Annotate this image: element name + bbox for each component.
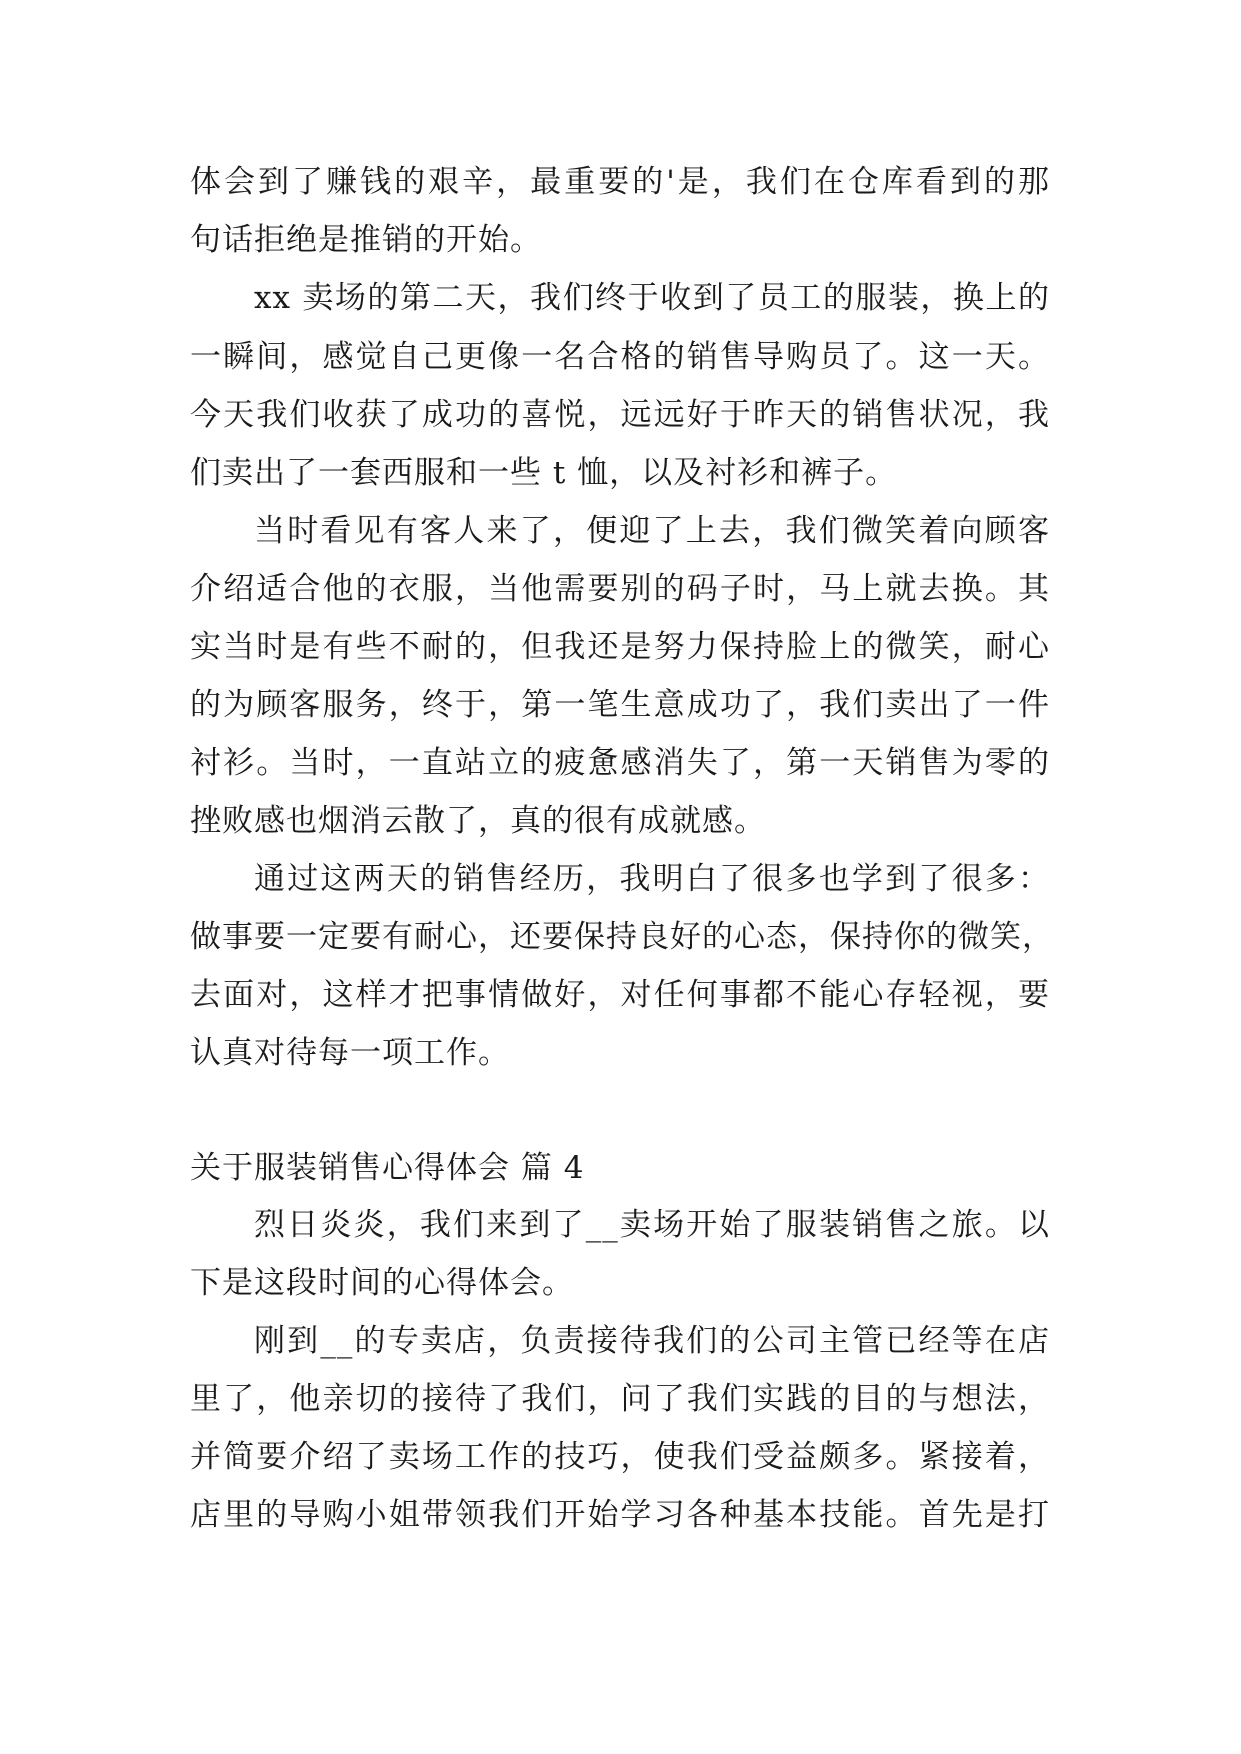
text-line: 做事要一定要有耐心，还要保持良好的心态，保持你的微笑， xyxy=(190,919,1054,955)
text-line: 通过这两天的销售经历，我明白了很多也学到了很多： xyxy=(254,861,1050,897)
text-line: 的为顾客服务，终于，第一笔生意成功了，我们卖出了一件 xyxy=(190,687,1050,723)
text-line: 实当时是有些不耐的，但我还是努力保持脸上的微笑，耐心 xyxy=(190,629,1050,665)
text-line: 当时看见有客人来了，便迎了上去，我们微笑着向顾客 xyxy=(254,513,1050,549)
text-line: 里了，他亲切的接待了我们，问了我们实践的目的与想法， xyxy=(190,1381,1050,1417)
text-line: 介绍适合他的衣服，当他需要别的码子时，马上就去换。其 xyxy=(190,571,1050,607)
text-line: 挫败感也烟消云散了，真的很有成就感。 xyxy=(190,803,766,839)
text-line: xx 卖场的第二天，我们终于收到了员工的服装，换上的 xyxy=(254,280,1050,316)
text-line: 衬衫。当时，一直站立的疲惫感消失了，第一天销售为零的 xyxy=(190,745,1050,781)
text-line: 去面对，这样才把事情做好，对任何事都不能心存轻视，要 xyxy=(190,977,1050,1013)
text-line: 句话拒绝是推销的开始。 xyxy=(190,222,542,258)
text-line: 一瞬间，感觉自己更像一名合格的销售导购员了。这一天。 xyxy=(190,339,1050,375)
text-line: 并简要介绍了卖场工作的技巧，使我们受益颇多。紧接着， xyxy=(190,1439,1050,1475)
text-line: 刚到__的专卖店，负责接待我们的公司主管已经等在店 xyxy=(254,1323,1050,1359)
text-line: 认真对待每一项工作。 xyxy=(190,1035,510,1071)
text-line: 店里的导购小姐带领我们开始学习各种基本技能。首先是打 xyxy=(190,1497,1050,1533)
section-heading: 关于服装销售心得体会 篇 4 xyxy=(190,1150,585,1186)
text-line: 体会到了赚钱的艰辛，最重要的'是，我们在仓库看到的那 xyxy=(190,164,1050,200)
text-line: 们卖出了一套西服和一些 t 恤，以及衬衫和裤子。 xyxy=(190,455,898,491)
text-line: 烈日炎炎，我们来到了__卖场开始了服装销售之旅。以 xyxy=(254,1207,1050,1243)
text-line: 下是这段时间的心得体会。 xyxy=(190,1265,574,1301)
text-line: 今天我们收获了成功的喜悦，远远好于昨天的销售状况，我 xyxy=(190,397,1050,433)
